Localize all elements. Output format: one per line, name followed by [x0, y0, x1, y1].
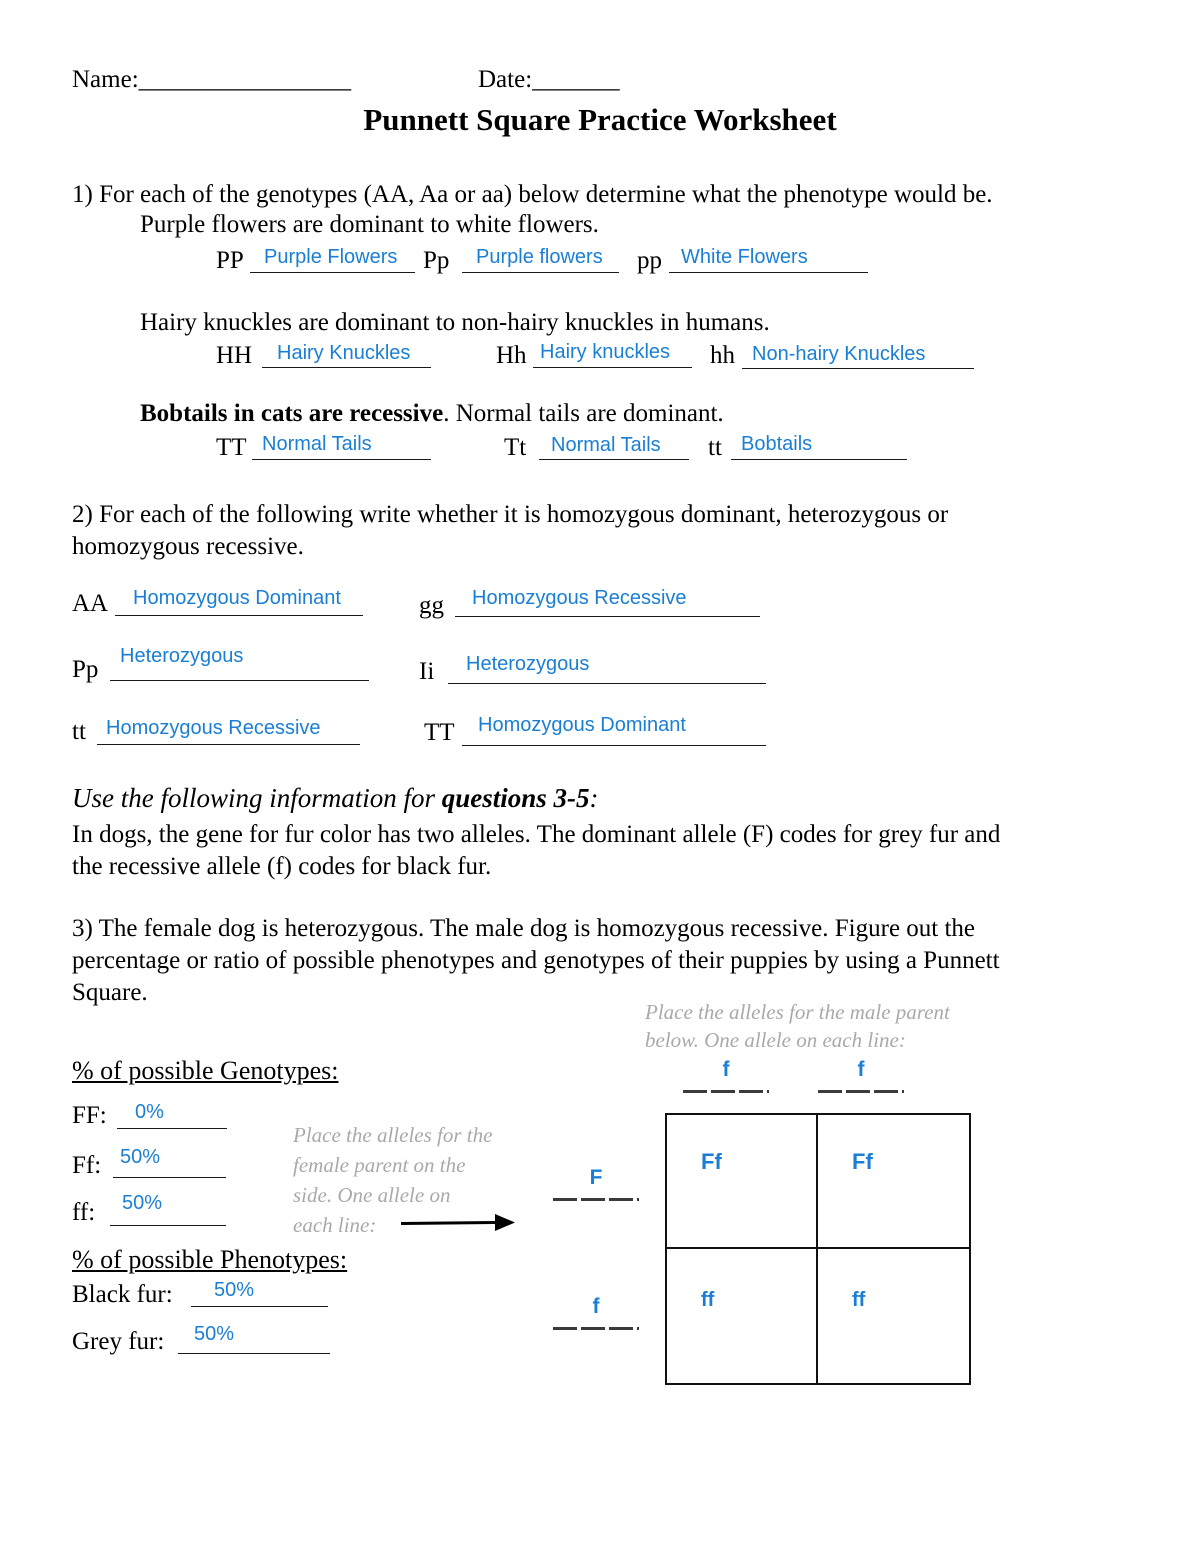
- q1-answer-input[interactable]: Purple flowers: [476, 246, 603, 268]
- genotype-ff-label: ff:: [72, 1199, 96, 1226]
- q1-genotype-label: hh: [710, 342, 735, 369]
- question-2-prompt-line-2: homozygous recessive.: [72, 533, 304, 560]
- q1-genotype-label: Tt: [504, 434, 527, 461]
- answer-rule: [117, 1128, 227, 1129]
- q2-answer-input[interactable]: Heterozygous: [466, 653, 590, 675]
- info-line-1: In dogs, the gene for fur color has two alleles. The dominant allele (F) codes for grey fur and: [72, 821, 1001, 848]
- q2-genotype-label: TT: [424, 719, 455, 746]
- phenotype-black-fur-input[interactable]: 50%: [214, 1279, 255, 1301]
- female-parent-hint-line-1: Place the alleles for the: [293, 1123, 493, 1147]
- q2-genotype-label: Pp: [72, 656, 99, 683]
- q1-genotype-label: Hh: [496, 342, 527, 369]
- answer-rule: [97, 744, 360, 745]
- q1-answer-input[interactable]: Hairy knuckles: [540, 341, 671, 363]
- question-1-prompt: 1) For each of the genotypes (AA, Aa or aa) below determine what the phenotype would be.: [72, 181, 993, 208]
- female-allele-2[interactable]: f: [592, 1295, 600, 1318]
- q1-answer-input[interactable]: Non-hairy Knuckles: [752, 343, 926, 365]
- answer-rule: [113, 1177, 226, 1178]
- punnett-cell-value: ff: [701, 1289, 715, 1311]
- answer-rule: [250, 272, 415, 273]
- answer-rule: [462, 745, 766, 746]
- genotype-FF-label: FF:: [72, 1102, 107, 1129]
- info-line-2: the recessive allele (f) codes for black fur.: [72, 853, 492, 880]
- answer-rule: [455, 616, 760, 617]
- answer-rule: [262, 367, 431, 368]
- punnett-cell[interactable]: [667, 1249, 818, 1383]
- question-2-prompt-line-1: 2) For each of the following write whether it is homozygous dominant, heterozygous or: [72, 501, 949, 528]
- answer-rule: [462, 272, 619, 273]
- q1-genotype-label: HH: [216, 342, 253, 369]
- genotypes-heading: % of possible Genotypes:: [72, 1056, 339, 1085]
- female-parent-hint-line-4: each line:: [293, 1213, 377, 1237]
- q2-genotype-label: gg: [419, 592, 444, 619]
- q1-answer-input[interactable]: Normal Tails: [262, 433, 372, 455]
- q2-answer-input[interactable]: Heterozygous: [120, 645, 244, 667]
- q1-genotype-label: PP: [216, 247, 244, 274]
- female-parent-hint-line-3: side. One allele on: [293, 1183, 451, 1207]
- punnett-cell-value: ff: [852, 1289, 866, 1311]
- female-allele-2-blank[interactable]: [553, 1327, 639, 1330]
- q1-group-3-statement: [140, 397, 724, 431]
- q2-answer-input[interactable]: Homozygous Recessive: [472, 587, 687, 609]
- punnett-cell-value: Ff: [701, 1149, 722, 1174]
- q2-answer-input[interactable]: Homozygous Dominant: [133, 587, 341, 609]
- name-field-label[interactable]: Name:_________________: [72, 66, 352, 93]
- phenotype-black-fur-label: Black fur:: [72, 1281, 173, 1308]
- female-allele-1[interactable]: F: [589, 1166, 603, 1189]
- info-heading-italic: Use the following information for: [72, 783, 442, 813]
- q1-genotype-label: Pp: [423, 247, 450, 274]
- q1-answer-input[interactable]: Hairy Knuckles: [277, 342, 411, 364]
- q1-answer-input[interactable]: Normal Tails: [551, 434, 661, 456]
- male-allele-2[interactable]: f: [857, 1058, 865, 1081]
- answer-rule: [539, 459, 689, 460]
- info-heading-bold: questions 3-5: [441, 783, 590, 813]
- q1-group-1-statement: Purple flowers are dominant to white flowers.: [140, 211, 599, 238]
- genotype-Ff-label: Ff:: [72, 1152, 102, 1179]
- punnett-cell[interactable]: [818, 1115, 969, 1249]
- punnett-square-grid: [665, 1113, 971, 1385]
- answer-rule: [533, 367, 692, 368]
- q1-group-3-statement-bold: Bobtails in cats are recessive: [140, 400, 444, 427]
- female-allele-1-blank[interactable]: [553, 1198, 639, 1201]
- genotype-Ff-input[interactable]: 50%: [120, 1146, 161, 1168]
- punnett-cell-value: Ff: [852, 1149, 873, 1174]
- genotype-ff-input[interactable]: 50%: [122, 1192, 163, 1214]
- q1-genotype-label: TT: [216, 434, 247, 461]
- answer-rule: [191, 1306, 328, 1307]
- info-heading-colon: :: [589, 783, 599, 813]
- phenotype-grey-fur-input[interactable]: 50%: [194, 1323, 235, 1345]
- answer-rule: [731, 459, 907, 460]
- q1-answer-input[interactable]: Bobtails: [741, 433, 813, 455]
- answer-rule: [110, 1225, 226, 1226]
- answer-rule: [742, 368, 974, 369]
- q1-genotype-label: tt: [708, 434, 722, 461]
- male-allele-1[interactable]: f: [722, 1058, 730, 1081]
- answer-rule: [252, 459, 431, 460]
- phenotype-grey-fur-label: Grey fur:: [72, 1328, 165, 1355]
- date-field-label[interactable]: Date:_______: [478, 66, 620, 93]
- male-allele-1-blank[interactable]: [683, 1090, 769, 1093]
- q2-answer-input[interactable]: Homozygous Dominant: [478, 714, 686, 736]
- question-3-line-1: 3) The female dog is heterozygous. The male dog is homozygous recessive. Figure out the: [72, 915, 976, 942]
- q1-answer-input[interactable]: White Flowers: [681, 246, 808, 268]
- answer-rule: [178, 1353, 330, 1354]
- q1-genotype-label: pp: [637, 247, 662, 274]
- q2-genotype-label: AA: [72, 590, 109, 617]
- q2-answer-input[interactable]: Homozygous Recessive: [106, 717, 321, 739]
- male-allele-2-blank[interactable]: [818, 1090, 904, 1093]
- male-parent-hint-line-2: below. One allele on each line:: [645, 1028, 906, 1052]
- page-title: Punnett Square Practice Worksheet: [363, 102, 837, 137]
- female-parent-hint-line-2: female parent on the: [293, 1153, 466, 1177]
- q1-answer-input[interactable]: Purple Flowers: [264, 246, 398, 268]
- arrow-right-icon: [399, 1208, 519, 1239]
- answer-rule: [110, 680, 369, 681]
- answer-rule: [448, 683, 766, 684]
- punnett-cell[interactable]: [818, 1249, 969, 1383]
- male-parent-hint-line-1: Place the alleles for the male parent: [645, 1000, 950, 1024]
- answer-rule: [669, 272, 868, 273]
- genotype-FF-input[interactable]: 0%: [135, 1101, 164, 1123]
- phenotypes-heading: % of possible Phenotypes:: [72, 1245, 348, 1274]
- q2-genotype-label: Ii: [419, 658, 435, 685]
- punnett-cell[interactable]: [667, 1115, 818, 1249]
- question-3-line-2: percentage or ratio of possible phenotypes and genotypes of their puppies by using a Punnett: [72, 947, 1000, 974]
- info-heading: [72, 783, 599, 814]
- q2-genotype-label: tt: [72, 718, 86, 745]
- answer-rule: [115, 615, 363, 616]
- q1-group-2-statement: Hairy knuckles are dominant to non-hairy knuckles in humans.: [140, 309, 770, 336]
- q1-group-3-statement-rest: . Normal tails are dominant.: [443, 400, 724, 427]
- question-3-line-3: Square.: [72, 979, 148, 1006]
